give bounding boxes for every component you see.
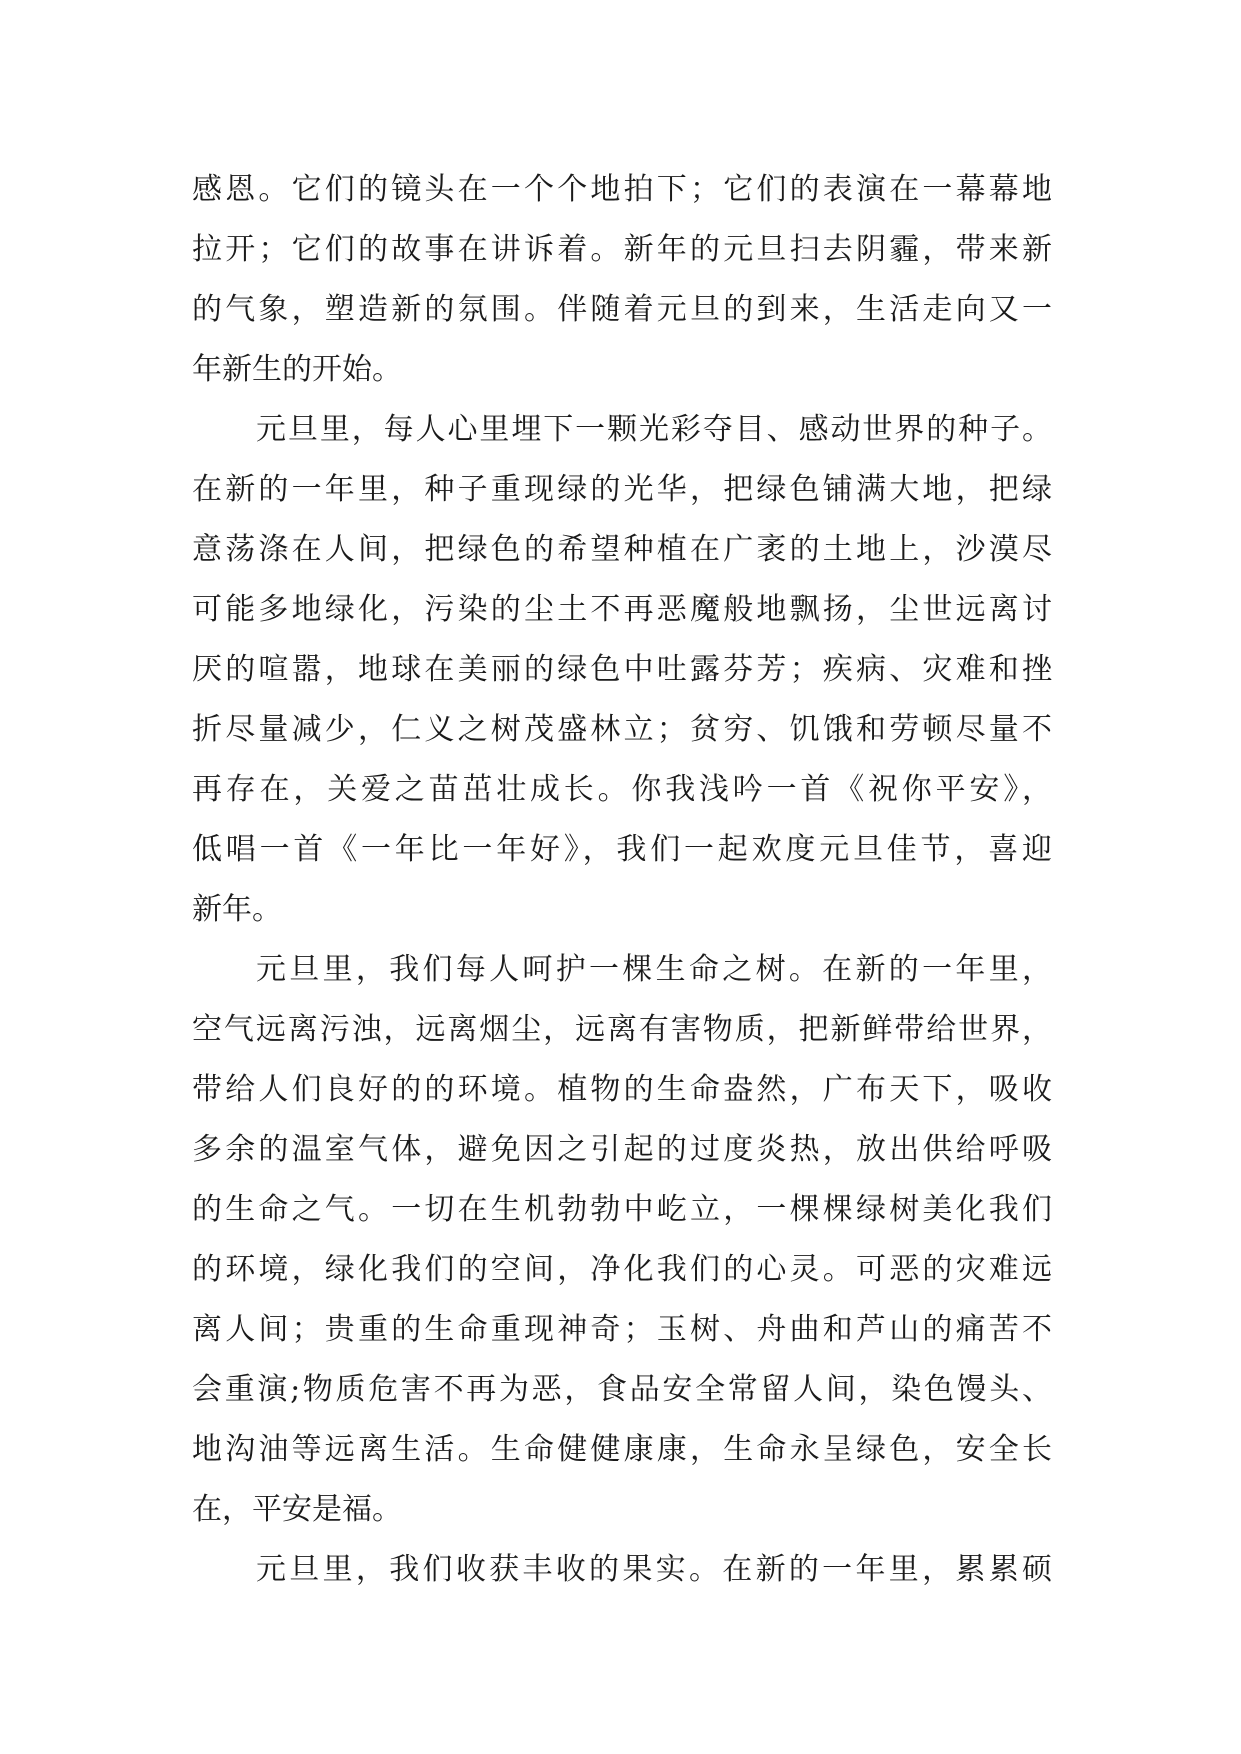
text-line: 可能多地绿化，污染的尘土不再恶魔般地飘扬，尘世远离讨 <box>192 592 1052 627</box>
text-line: 地沟油等远离生活。生命健健康康，生命永呈绿色，安全长 <box>192 1432 1052 1467</box>
paragraph-first-line: 元旦里，每人心里埋下一颗光彩夺目、感动世界的种子。 <box>256 412 1052 447</box>
text-line: 年新生的开始。 <box>192 352 402 387</box>
text-line: 折尽量减少，仁义之树茂盛林立；贫穷、饥饿和劳顿尽量不 <box>192 712 1052 747</box>
text-line: 在，平安是福。 <box>192 1492 402 1527</box>
text-line: 离人间；贵重的生命重现神奇；玉树、舟曲和芦山的痛苦不 <box>192 1312 1052 1347</box>
text-line: 低唱一首《一年比一年好》，我们一起欢度元旦佳节，喜迎 <box>192 832 1052 867</box>
text-line: 的生命之气。一切在生机勃勃中屹立，一棵棵绿树美化我们 <box>192 1192 1052 1227</box>
text-line: 新年。 <box>192 892 282 927</box>
paragraph-first-line: 元旦里，我们每人呵护一棵生命之树。在新的一年里， <box>256 952 1052 987</box>
text-line: 再存在，关爱之苗茁壮成长。你我浅吟一首《祝你平安》， <box>192 772 1052 807</box>
text-line: 会重演;物质危害不再为恶，食品安全常留人间，染色馒头、 <box>192 1372 1052 1407</box>
paragraph-first-line: 元旦里，我们收获丰收的果实。在新的一年里，累累硕 <box>256 1552 1052 1587</box>
text-line: 带给人们良好的的环境。植物的生命盎然，广布天下，吸收 <box>192 1072 1052 1107</box>
text-line: 空气远离污浊，远离烟尘，远离有害物质，把新鲜带给世界， <box>192 1012 1052 1047</box>
text-line: 的气象，塑造新的氛围。伴随着元旦的到来，生活走向又一 <box>192 292 1052 327</box>
text-line: 意荡涤在人间，把绿色的希望种植在广袤的土地上，沙漠尽 <box>192 532 1052 567</box>
text-line: 在新的一年里，种子重现绿的光华，把绿色铺满大地，把绿 <box>192 472 1052 507</box>
text-line: 多余的温室气体，避免因之引起的过度炎热，放出供给呼吸 <box>192 1132 1052 1167</box>
text-line: 的环境，绿化我们的空间，净化我们的心灵。可恶的灾难远 <box>192 1252 1052 1287</box>
text-line: 拉开；它们的故事在讲诉着。新年的元旦扫去阴霾，带来新 <box>192 232 1052 267</box>
text-line: 感恩。它们的镜头在一个个地拍下；它们的表演在一幕幕地 <box>192 172 1052 207</box>
document-body <box>192 160 1052 1600</box>
text-line: 厌的喧嚣，地球在美丽的绿色中吐露芬芳；疾病、灾难和挫 <box>192 652 1052 687</box>
